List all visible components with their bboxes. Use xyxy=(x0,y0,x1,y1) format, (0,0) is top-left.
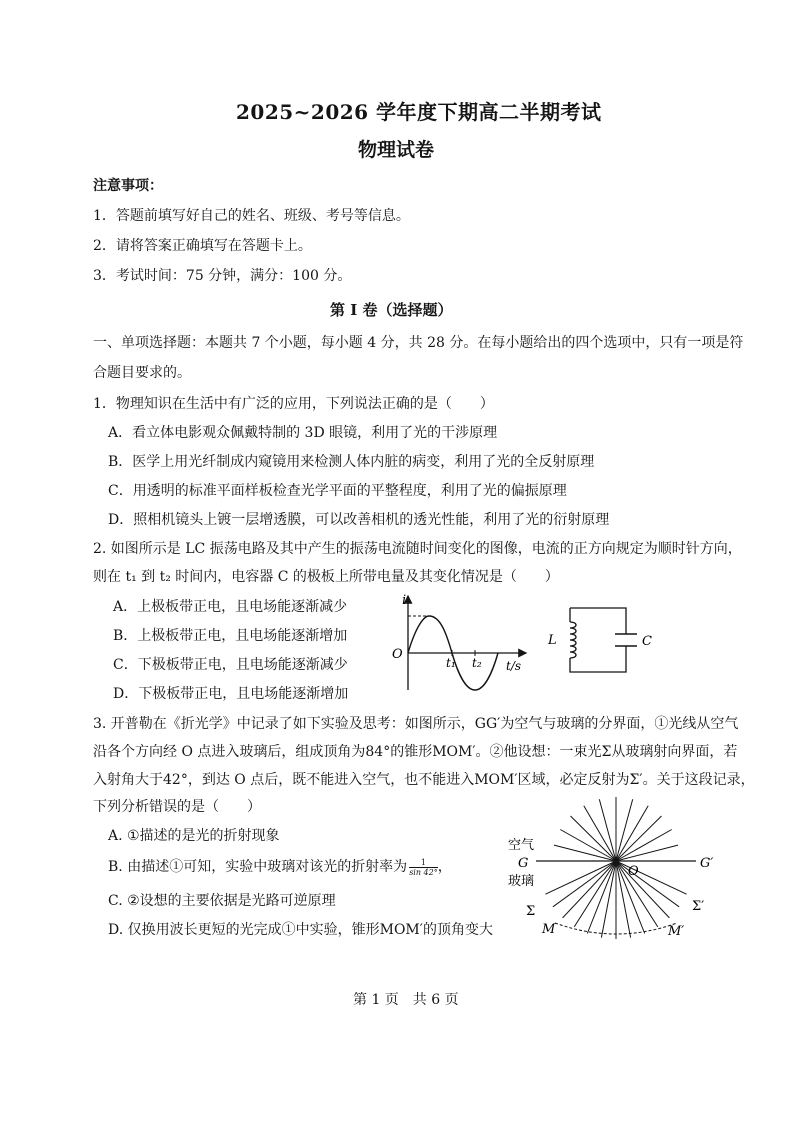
ray-line xyxy=(616,830,672,862)
point-o xyxy=(613,858,619,864)
fraction-numerator: 1 xyxy=(409,858,438,868)
question-2-stem: 则在 t₁ 到 t₂ 时间内，电容器 C 的极板上所带电量及其变化情况是（ ） xyxy=(93,569,559,585)
question-3-option-c: C. ②设想的主要依据是光路可逆原理 xyxy=(108,893,336,909)
question-1-option-c: C．用透明的标准平面样板检查光学平面的平整程度，利用了光的偏振原理 xyxy=(108,483,567,499)
m-prime-label: M′ xyxy=(668,924,685,939)
graph-y-label: i xyxy=(402,593,407,608)
question-1-option-b: B．医学上用光纤制成内窥镜用来检测人体内脏的病变，利用了光的全反射原理 xyxy=(108,454,595,470)
sigma-prime-label: Σ′ xyxy=(692,899,705,914)
sigma-label: Σ xyxy=(526,904,536,919)
question-2-option-b: B．上极板带正电，且电场能逐渐增加 xyxy=(113,628,348,644)
m-label: M xyxy=(542,922,556,937)
question-3-stem: 入射角大于42°，到达 O 点后，既不能进入空气，也不能进入MOM′区域，必定反射为Σ′。关于这段记录， xyxy=(93,772,755,788)
inductor-coil xyxy=(570,622,576,658)
g-label: G xyxy=(518,856,529,871)
refraction-fan-diagram xyxy=(500,795,725,940)
ray-line xyxy=(554,845,616,861)
graph-x-label: t/s xyxy=(506,659,522,673)
question-3-stem: 下列分析错误的是（ ） xyxy=(93,799,261,815)
o-label: O xyxy=(628,864,639,879)
question-2-option-a: A．上极板带正电，且电场能逐渐减少 xyxy=(113,599,348,615)
exam-title: 2025~2026 学年度下期高二半期考试 xyxy=(236,100,602,124)
ray-line xyxy=(563,861,616,918)
capacitor-label: C xyxy=(642,634,652,649)
question-1-option-d: D．照相机镜头上镀一层增透膜，可以改善相机的透光性能，利用了光的衍射原理 xyxy=(108,512,610,528)
ray-group xyxy=(545,797,686,939)
option-b-text: B. 由描述①可知，实验中玻璃对该光的折射率为 xyxy=(108,859,408,875)
ray-line xyxy=(599,799,616,861)
section-instruction: 一、单项选择题：本题共 7 个小题，每小题 4 分，共 28 分。在每小题给出的四个选项中，只有一项是符 xyxy=(93,335,744,351)
section-title: 第 I 卷（选择题） xyxy=(330,301,453,319)
ray-line xyxy=(616,861,669,918)
question-1-option-a: A．看立体电影观众佩戴特制的 3D 眼镜，利用了光的干涉原理 xyxy=(108,425,498,441)
question-2-option-c: C．下极板带正电，且电场能逐渐减少 xyxy=(113,657,348,673)
option-b-fraction xyxy=(409,858,438,877)
graph-t1-label: t₁ xyxy=(446,656,456,670)
notice-heading: 注意事项： xyxy=(93,178,163,194)
graph-t2-label: t₂ xyxy=(472,656,482,670)
ray-line xyxy=(616,799,633,861)
section-instruction: 合题目要求的。 xyxy=(93,365,191,381)
question-2-stem: 2. 如图所示是 LC 振荡电路及其中产生的振荡电流随时间变化的图像，电流的正方向规定为顺时针方向， xyxy=(93,541,742,557)
ray-line xyxy=(560,830,616,862)
question-3-stem: 沿各个方向经 O 点进入玻璃后，组成顶角为84°的锥形MOM′。②他设想：一束光Σ从玻璃射向界面，若 xyxy=(93,744,738,760)
question-2-option-d: D．下极板带正电，且电场能逐渐增加 xyxy=(113,686,349,702)
notice-item: 2．请将答案正确填写在答题卡上。 xyxy=(93,238,312,254)
question-3-option-b xyxy=(108,856,452,877)
page-footer: 第 1 页 共 6 页 xyxy=(353,992,459,1008)
glass-label: 玻璃 xyxy=(508,874,535,889)
g-prime-label: G′ xyxy=(700,856,714,871)
lc-circuit-diagram xyxy=(542,600,662,680)
notice-item: 3．考试时间：75 分钟，满分：100 分。 xyxy=(93,268,352,284)
question-3-option-a: A. ①描述的是光的折射现象 xyxy=(108,828,280,844)
question-3-option-d: D. 仅换用波长更短的光完成①中实验，锥形MOM′的顶角变大 xyxy=(108,922,493,938)
circuit-wire xyxy=(570,608,626,672)
air-label: 空气 xyxy=(508,838,535,853)
question-1-stem: 1．物理知识在生活中有广泛的应用，下列说法正确的是（ ） xyxy=(93,396,494,412)
exam-subtitle: 物理试卷 xyxy=(358,139,435,161)
inductor-label: L xyxy=(548,633,557,648)
ray-line xyxy=(616,845,678,861)
current-time-graph xyxy=(388,590,538,698)
question-3-stem: 3. 开普勒在《折光学》中记录了如下实验及思考：如图所示，GG′为空气与玻璃的分界面，①光线从空气 xyxy=(93,716,739,732)
notice-item: 1．答题前填写好自己的姓名、班级、考号等信息。 xyxy=(93,208,410,224)
graph-origin-label: O xyxy=(392,647,403,662)
option-b-suffix: ， xyxy=(437,859,452,875)
fraction-denominator: sin 42° xyxy=(409,867,438,877)
